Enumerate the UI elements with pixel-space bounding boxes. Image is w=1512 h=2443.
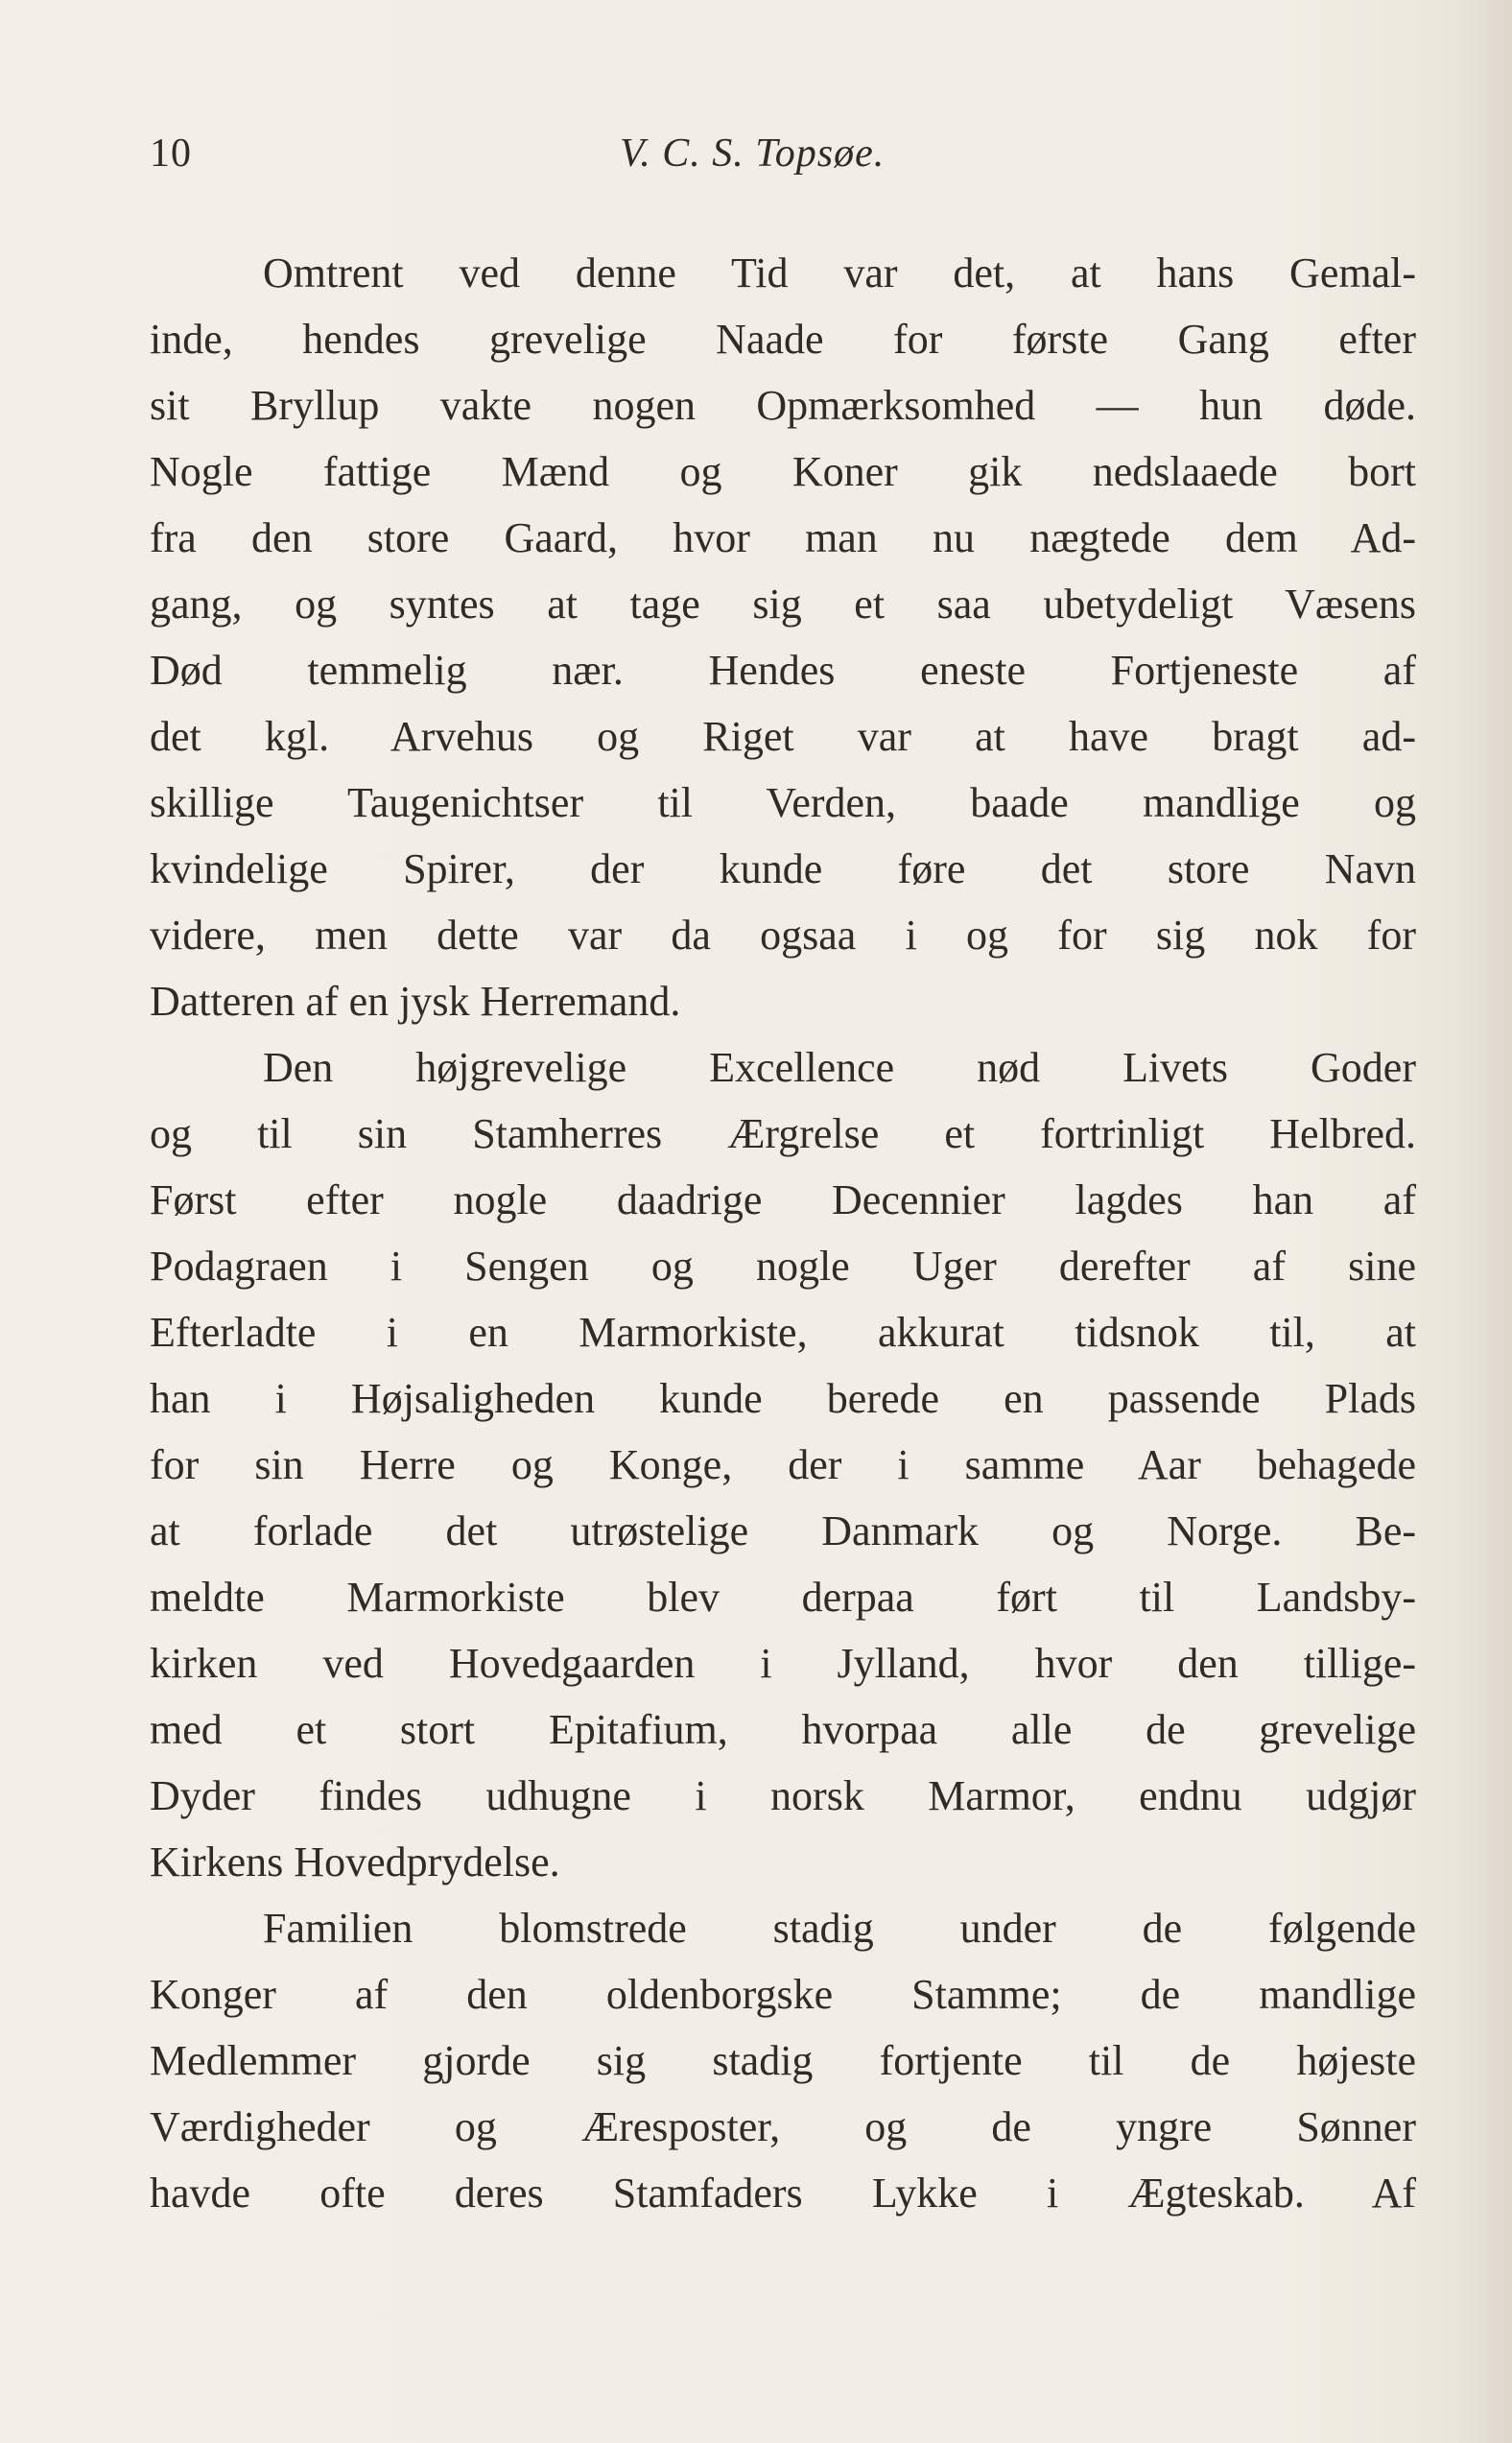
- text-line: Konger af den oldenborgske Stamme; de mandlige: [150, 1971, 1416, 2018]
- text-line: gang, og syntes at tage sig et saa ubetydeligt Væsens: [150, 581, 1416, 628]
- text-line: det kgl. Arvehus og Riget var at have bragt ad-: [150, 713, 1416, 760]
- text-line: Først efter nogle daadrige Decennier lagdes han af: [150, 1176, 1416, 1223]
- text-line: Medlemmer gjorde sig stadig fortjente til de højeste: [150, 2037, 1416, 2084]
- body-text: [150, 240, 1416, 2226]
- text-line: Dyder findes udhugne i norsk Marmor, endnu udgjør: [150, 1772, 1416, 1819]
- text-line: at forlade det utrøstelige Danmark og Norge. Be-: [150, 1507, 1416, 1554]
- paragraph-1: [150, 240, 1416, 1034]
- text-line: Den højgrevelige Excellence nød Livets Goder: [263, 1044, 1416, 1091]
- text-line: videre, men dette var da ogsaa i og for sig nok for: [150, 912, 1416, 959]
- text-line: Værdigheder og Æresposter, og de yngre Sønner: [150, 2103, 1416, 2150]
- text-line: kvindelige Spirer, der kunde føre det store Navn: [150, 845, 1416, 892]
- text-line: han i Højsaligheden kunde berede en passende Plads: [150, 1375, 1416, 1422]
- text-line: Død temmelig nær. Hendes eneste Fortjeneste af: [150, 647, 1416, 694]
- page-number: 10: [150, 131, 192, 176]
- paragraph-3: [150, 1895, 1416, 2226]
- text-line: Familien blomstrede stadig under de følgende: [263, 1905, 1416, 1952]
- text-line: fra den store Gaard, hvor man nu nægtede dem Ad-: [150, 514, 1416, 561]
- page-header: [150, 130, 1416, 188]
- text-line: med et stort Epitafium, hvorpaa alle de grevelige: [150, 1706, 1416, 1753]
- running-title: V. C. S. Topsøe.: [620, 131, 886, 176]
- text-line: Efterladte i en Marmorkiste, akkurat tidsnok til, at: [150, 1309, 1416, 1356]
- text-line: kirken ved Hovedgaarden i Jylland, hvor den tillige-: [150, 1640, 1416, 1687]
- text-line: havde ofte deres Stamfaders Lykke i Ægteskab. Af: [150, 2170, 1416, 2217]
- text-line: sit Bryllup vakte nogen Opmærksomhed — hun døde.: [150, 382, 1416, 429]
- text-line: Datteren af en jysk Herremand.: [150, 978, 681, 1025]
- text-line: Podagraen i Sengen og nogle Uger derefter af sine: [150, 1243, 1416, 1290]
- text-line: og til sin Stamherres Ærgrelse et fortrinligt Helbred.: [150, 1110, 1416, 1157]
- text-line: Kirkens Hovedprydelse.: [150, 1838, 560, 1886]
- text-line: for sin Herre og Konge, der i samme Aar behagede: [150, 1441, 1416, 1488]
- paragraph-2: [150, 1034, 1416, 1895]
- text-line: inde, hendes grevelige Naade for første Gang efter: [150, 316, 1416, 363]
- text-line: skillige Taugenichtser til Verden, baade mandlige og: [150, 779, 1416, 826]
- text-line: Omtrent ved denne Tid var det, at hans Gemal-: [263, 249, 1416, 296]
- text-line: Nogle fattige Mænd og Koner gik nedslaaede bort: [150, 448, 1416, 495]
- text-line: meldte Marmorkiste blev derpaa ført til Landsby-: [150, 1574, 1416, 1621]
